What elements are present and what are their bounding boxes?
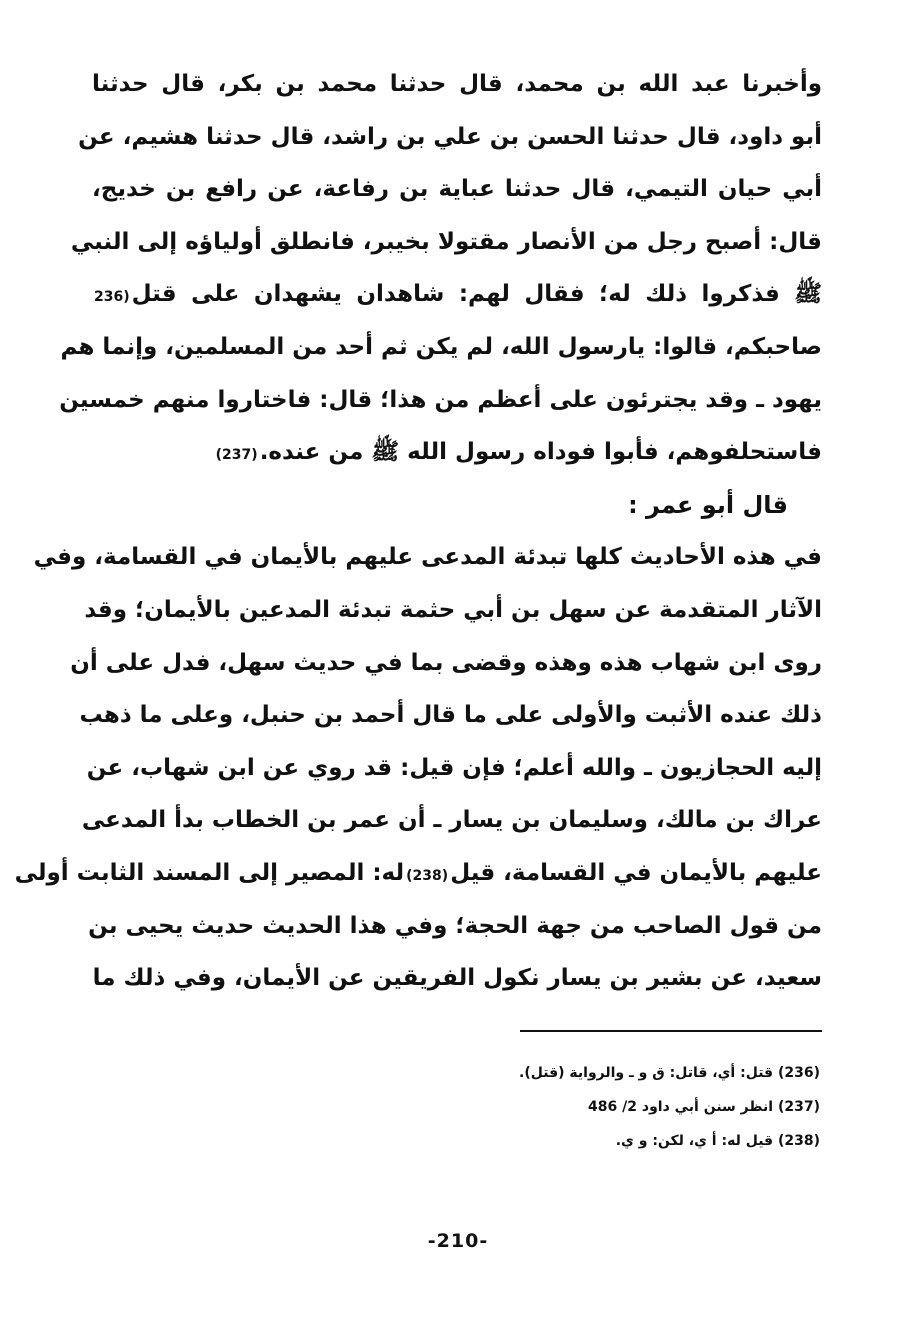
text-line: إليه الحجازيون ـ والله أعلم؛ فإن قيل: قد روي عن ابن شهاب، عن [86, 754, 822, 781]
text-line: أبي حيان التيمي، قال حدثنا عباية بن رفاعة، عن رافع بن خديج، [92, 176, 822, 203]
text-line: قال: أصبح رجل من الأنصار مقتولا بخيبر، فانطلق أولياؤه إلى النبي [70, 228, 822, 255]
text-line: الآثار المتقدمة عن سهل بن أبي حثمة تبدئة المدعين بالأيمان؛ وقد [84, 596, 822, 623]
line-text: فاستحلفوهم، فأبوا فوداه رسول الله ﷺ من عنده. [259, 439, 822, 466]
footnote-237: (237) انظر سنن أبي داود 2/ 486 [588, 1099, 820, 1115]
text-line: صاحبكم، قالوا: يارسول الله، لم يكن ثم أحد من المسلمين، وإنما هم [60, 333, 822, 360]
text-line: سعيد، عن بشير بن يسار نكول الفريقين عن الأيمان، وفي ذلك ما [92, 965, 822, 992]
footnote-divider [520, 1030, 822, 1032]
section-heading: قال أبو عمر : [628, 490, 788, 519]
text-line [92, 426, 822, 479]
footnote-238: (238) قيل له: أ ي، لكن: و ي. [615, 1133, 820, 1149]
page-number: -210- [427, 1230, 489, 1252]
text-line: من قول الصاحب من جهة الحجة؛ وفي هذا الحديث حديث يحيى بن [88, 912, 822, 939]
text-line [14, 847, 822, 900]
footnote-236: (236) قتل: أي، قاتل: ق و ـ والرواية (قتل). [519, 1065, 820, 1081]
text-line: وأخبرنا عبد الله بن محمد، قال حدثنا محمد بن بكر، قال حدثنا [92, 71, 822, 97]
text-line [92, 268, 822, 321]
text-line: يهود ـ وقد يجترئون على أعظم من هذا؛ قال: فاختاروا منهم خمسين [59, 386, 822, 413]
text-line: أبو داود، قال حدثنا الحسن بن علي بن راشد، قال حدثنا هشيم، عن [78, 123, 822, 150]
text-line: عراك بن مالك، وسليمان بن يسار ـ أن عمر بن الخطاب بدأ المدعى [81, 807, 822, 834]
footnote-ref-238: (238) [406, 867, 449, 884]
footnote-ref-236: (236 [94, 289, 130, 306]
text-line: في هذه الأحاديث كلها تبدئة المدعى عليهم بالأيمان في القسامة، وفي [33, 544, 822, 571]
line-text: عليهم بالأيمان في القسامة، قيل [450, 859, 822, 886]
line-text: له: المصير إلى المسند الثابت أولى [14, 859, 405, 886]
text-line: روى ابن شهاب هذه وهذه وقضى بما في حديث سهل، فدل على أن [70, 649, 822, 676]
footnote-ref-237: (237) [215, 447, 258, 464]
footnotes [420, 1056, 820, 1158]
text-line: ذلك عنده الأثبت والأولى على ما قال أحمد بن حنبل، وعلى ما ذهب [79, 702, 822, 729]
main-text [14, 58, 822, 1005]
line-text: ﷺ فذكروا ذلك له؛ فقال لهم: شاهدان يشهدان على قتل [131, 281, 822, 308]
